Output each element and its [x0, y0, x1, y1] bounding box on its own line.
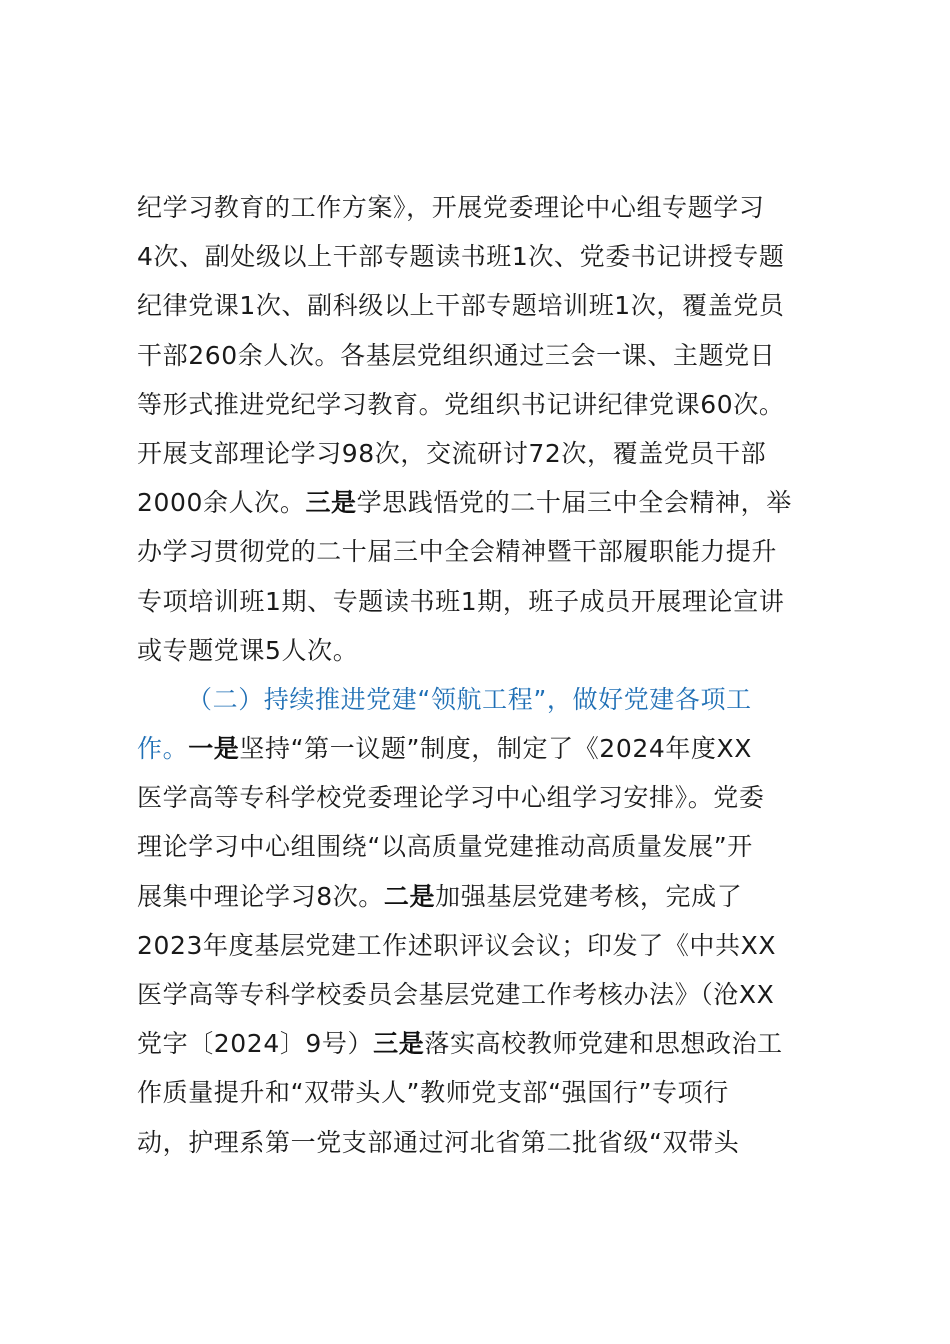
- text-line: [137, 429, 852, 478]
- text-line: [137, 281, 852, 330]
- text-run: 党字〔2024〕9号）: [137, 1029, 374, 1059]
- text-line: [137, 970, 852, 1019]
- text-run: 动，护理系第一党支部通过河北省第二批省级“双带头: [137, 1127, 740, 1157]
- bold-lead-phrase: 三是: [373, 1029, 425, 1059]
- bold-lead-phrase: 三是: [305, 488, 357, 518]
- text-run: 坚持“第一议题”制度，制定了《2024年度XX: [239, 734, 752, 764]
- text-line: [137, 872, 852, 921]
- text-run: 学思践悟党的二十届三中全会精神，举: [356, 488, 792, 518]
- text-line: [137, 527, 852, 576]
- text-line: [137, 724, 852, 773]
- text-line: [137, 577, 852, 626]
- text-run: 开展支部理论学习98次，交流研讨72次，覆盖党员干部: [137, 438, 767, 468]
- text-run: 展集中理论学习8次。: [137, 881, 384, 911]
- text-run: 理论学习中心组围绕“以高质量党建推动高质量发展”开: [137, 832, 753, 862]
- text-line: [137, 331, 852, 380]
- text-run: 办学习贯彻党的二十届三中全会精神暨干部履职能力提升: [137, 537, 778, 567]
- text-run: 或专题党课5人次。: [137, 635, 359, 665]
- text-line: [137, 380, 852, 429]
- text-line: [137, 1118, 852, 1167]
- text-line: [137, 822, 852, 871]
- bold-lead-phrase: 二是: [383, 881, 436, 911]
- text-line: [137, 183, 852, 232]
- text-run: 医学高等专科学校党委理论学习中心组学习安排》。党委: [137, 783, 765, 813]
- text-line: [137, 921, 852, 970]
- text-run: 加强基层党建考核，完成了: [435, 881, 743, 911]
- text-run: 纪律党课1次、副科级以上干部专题培训班1次，覆盖党员: [137, 291, 785, 321]
- bold-lead-phrase: 一是: [188, 734, 240, 764]
- section-heading-line: [137, 675, 852, 724]
- text-line: [137, 1068, 852, 1117]
- text-run: 等形式推进党纪学习教育。党组织书记讲纪律党课60次。: [137, 389, 785, 419]
- text-line: [137, 1019, 852, 1068]
- text-line: [137, 773, 852, 822]
- text-run: 纪学习教育的工作方案》，开展党委理论中心组专题学习: [137, 193, 765, 222]
- text-run: 4次、副处级以上干部专题读书班1次、党委书记讲授专题: [137, 242, 785, 272]
- text-line: [137, 232, 852, 281]
- text-run: 作质量提升和“双带头人”教师党支部“强国行”专项行: [137, 1078, 729, 1108]
- text-line: [137, 626, 852, 675]
- document-body: [137, 183, 852, 1167]
- section-heading-end: 作。: [137, 734, 189, 764]
- section-heading: （二）持续推进党建“领航工程”，做好党建各项工: [187, 684, 752, 714]
- text-line: [137, 478, 852, 527]
- text-run: 干部260余人次。各基层党组织通过三会一课、主题党日: [137, 340, 776, 370]
- text-run: 落实高校教师党建和思想政治工: [424, 1029, 783, 1059]
- text-run: 2000余人次。: [137, 488, 306, 518]
- text-run: 专项培训班1期、专题读书班1期，班子成员开展理论宣讲: [137, 586, 785, 616]
- text-run: 医学高等专科学校委员会基层党建工作考核办法》（沧XX: [137, 980, 775, 1009]
- text-run: 2023年度基层党建工作述职评议会议；印发了《中共XX: [137, 930, 777, 960]
